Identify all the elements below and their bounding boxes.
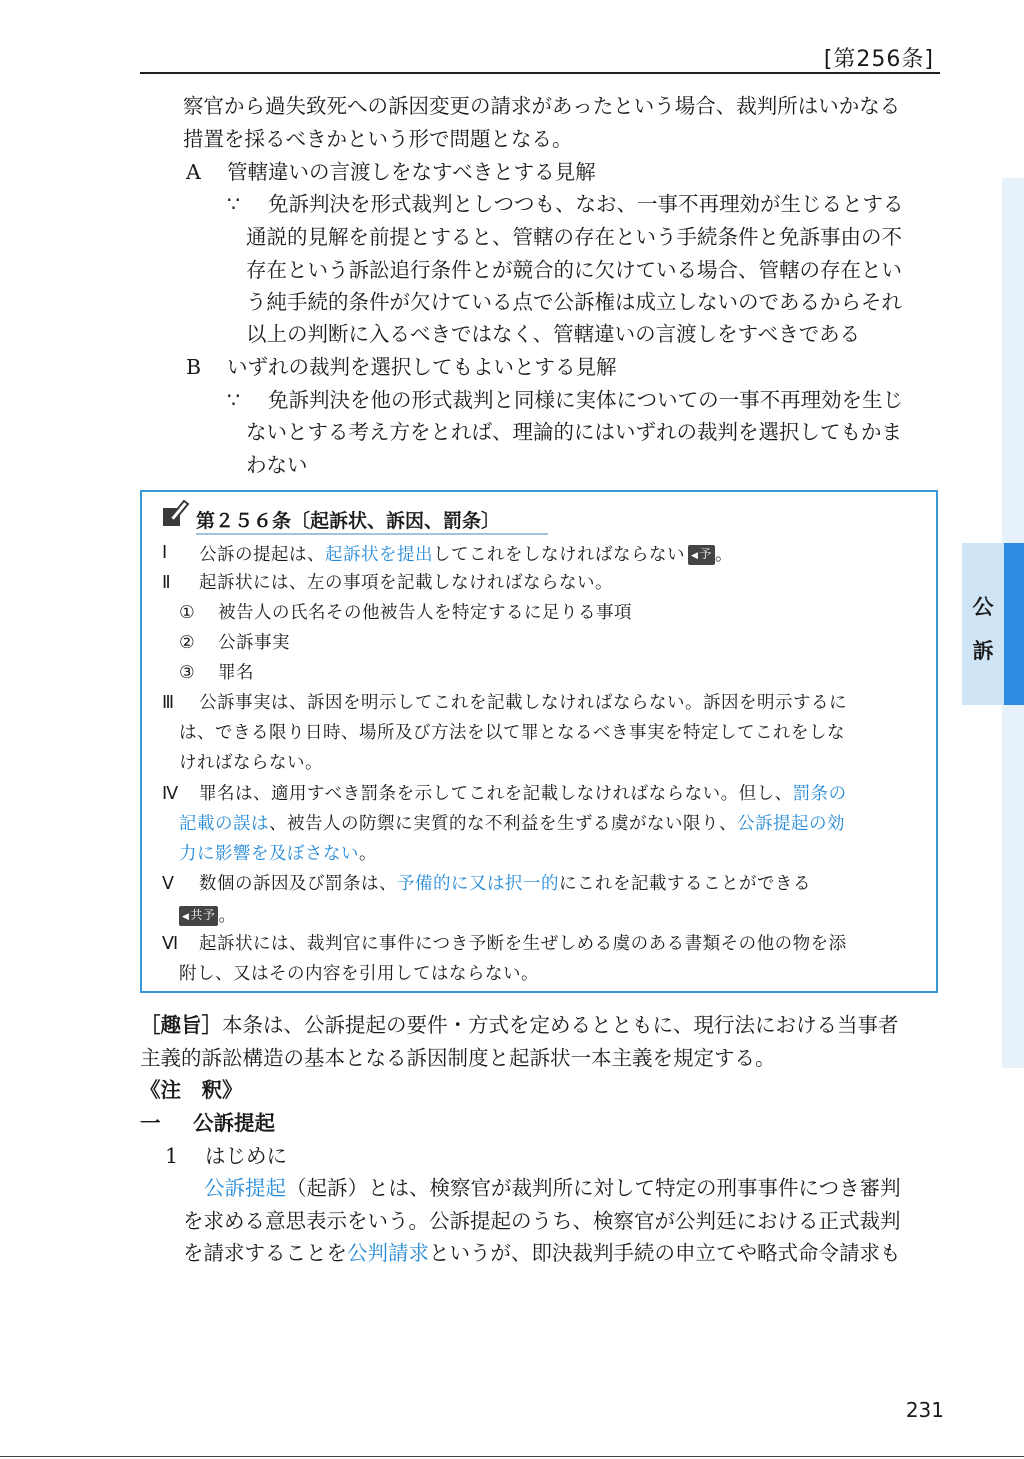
commentary-line-1: 公訴提起（起訴）とは、検察官が裁判所に対して特定の刑事事件につき審判	[204, 1176, 901, 1200]
para-5-line: ◀ 共予 。	[179, 906, 236, 926]
para-2-text: 起訴状には、左の事項を記載しなければならない。	[199, 573, 613, 593]
para-3-line: ければならない。	[179, 753, 323, 773]
purport-label: ［趣旨］	[140, 1013, 222, 1037]
view-a-line: う純手続的条件が欠けている点で公訴権は成立しないのであるからそれ	[246, 290, 902, 314]
purport-line-1: ［趣旨］本条は、公訴提起の要件・方式を定めるとともに、現行法における当事者	[140, 1013, 899, 1037]
intro-line-1: 察官から過失致死への訴因変更の請求があったという場合、裁判所はいかなる	[183, 94, 901, 118]
view-b-line: 免訴判決を他の形式裁判と同様に実体についての一事不再理効を生じ	[268, 388, 904, 412]
view-a-line: 免訴判決を形式裁判としつつも、なお、一事不再理効が生じるとする	[268, 192, 904, 216]
view-b-line: わない	[246, 453, 308, 477]
para-4-line: 記載の誤は、被告人の防禦に実質的な不利益を生ずる虞がない限り、公訴提起の効	[179, 814, 845, 834]
statute-title-rule	[196, 533, 548, 535]
exam-badge-icon: ◀ 予	[688, 545, 715, 565]
item-text: 公訴事実	[218, 633, 290, 653]
para-4-num: Ⅳ	[162, 784, 179, 804]
section-title: 公訴提起	[193, 1111, 275, 1135]
purport-line-2: 主義的訴訟構造の基本となる訴因制度と起訴状一本主義を規定する。	[140, 1046, 776, 1070]
highlight-term: 罰条の	[792, 784, 847, 804]
intro-line-2: 措置を採るべきかという形で問題となる。	[183, 127, 573, 151]
para-3-num: Ⅲ	[162, 693, 175, 713]
pencil-icon	[162, 498, 190, 528]
commentary-line-3: を請求することを公判請求というが、即決裁判手続の申立てや略式命令請求も	[183, 1241, 901, 1265]
subsection-title: はじめに	[205, 1144, 287, 1168]
bottom-rule	[0, 1456, 1024, 1457]
para-4-line: 力に影響を及ぼさない。	[179, 844, 377, 864]
highlight-term: 公訴提起の効	[737, 814, 845, 834]
side-tab-char-2: 訴	[972, 639, 994, 663]
view-a-label: A	[186, 160, 201, 184]
page-number: 231	[905, 1398, 944, 1422]
highlight-term: 公訴提起	[204, 1176, 286, 1200]
para-4-line: 罪名は、適用すべき罰条を示してこれを記載しなければならない。但し、罰条の	[199, 784, 847, 804]
para-1-text: 公訴の提起は、起訴状を提出してこれをしなければならない◀ 予 。	[199, 545, 733, 565]
para-3-line: は、できる限り日時、場所及び方法を以て罪となるべき事実を特定してこれをしな	[179, 723, 845, 743]
view-a-line: 存在という訴訟追行条件とが競合的に欠けている場合、管轄の存在とい	[246, 258, 902, 282]
view-b-title: いずれの裁判を選択してもよいとする見解	[227, 355, 617, 379]
exam-badge-icon: ◀ 共予	[179, 906, 218, 926]
view-b-line: ないとする考え方をとれば、理論的にはいずれの裁判を選択してもかま	[246, 420, 902, 444]
header-rule	[140, 72, 940, 74]
side-tab-char-1: 公	[972, 595, 994, 619]
item-text: 罪名	[218, 663, 254, 683]
item-num: ①	[179, 603, 196, 623]
highlight-term: 予備的に又は択一的	[397, 874, 559, 894]
view-a-line: 通説的見解を前提とすると、管轄の存在という手続条件と免訴事由の不	[246, 225, 902, 249]
commentary-heading: 《注 釈》	[140, 1078, 243, 1102]
view-b-label: B	[186, 355, 202, 379]
section-number: 一	[140, 1111, 161, 1135]
commentary-line-2: を求める意思表示をいう。公訴提起のうち、検察官が公判廷における正式裁判	[183, 1209, 901, 1233]
article-header: [第256条]	[823, 47, 934, 72]
item-num: ③	[179, 663, 196, 683]
para-6-line: 附し、又はその内容を引用してはならない。	[179, 964, 539, 984]
view-b-because: ∵	[227, 388, 241, 412]
para-3-line: 公訴事実は、訴因を明示してこれを記載しなければならない。訴因を明示するに	[199, 693, 847, 713]
para-5-line: 数個の訴因及び罰条は、予備的に又は択一的にこれを記載することができる	[199, 874, 811, 894]
view-a-because: ∵	[227, 192, 241, 216]
para-6-line: 起訴状には、裁判官に事件につき予断を生ぜしめる虞のある書類その他の物を添	[199, 934, 847, 954]
side-index-tab	[962, 543, 1024, 705]
para-5-num: Ⅴ	[162, 874, 175, 894]
highlight-term: 力に影響を及ぼさない	[179, 844, 359, 864]
item-text: 被告人の氏名その他被告人を特定するに足りる事項	[218, 603, 632, 623]
statute-title: 第２５６条〔起訴状、訴因、罰条〕	[196, 510, 501, 532]
highlight-term: 公判請求	[347, 1241, 429, 1265]
view-a-title: 管轄違いの言渡しをなすべきとする見解	[227, 160, 596, 184]
para-2-num: Ⅱ	[162, 573, 172, 593]
para-1-num: Ⅰ	[162, 543, 168, 563]
item-num: ②	[179, 633, 196, 653]
highlight-term: 起訴状を提出	[325, 545, 433, 565]
view-a-line: 以上の判断に入るべきではなく、管轄違いの言渡しをすべきである	[246, 322, 861, 346]
highlight-term: 記載の誤は	[179, 814, 269, 834]
subsection-number: 1	[165, 1144, 179, 1168]
para-6-num: Ⅵ	[162, 934, 179, 954]
